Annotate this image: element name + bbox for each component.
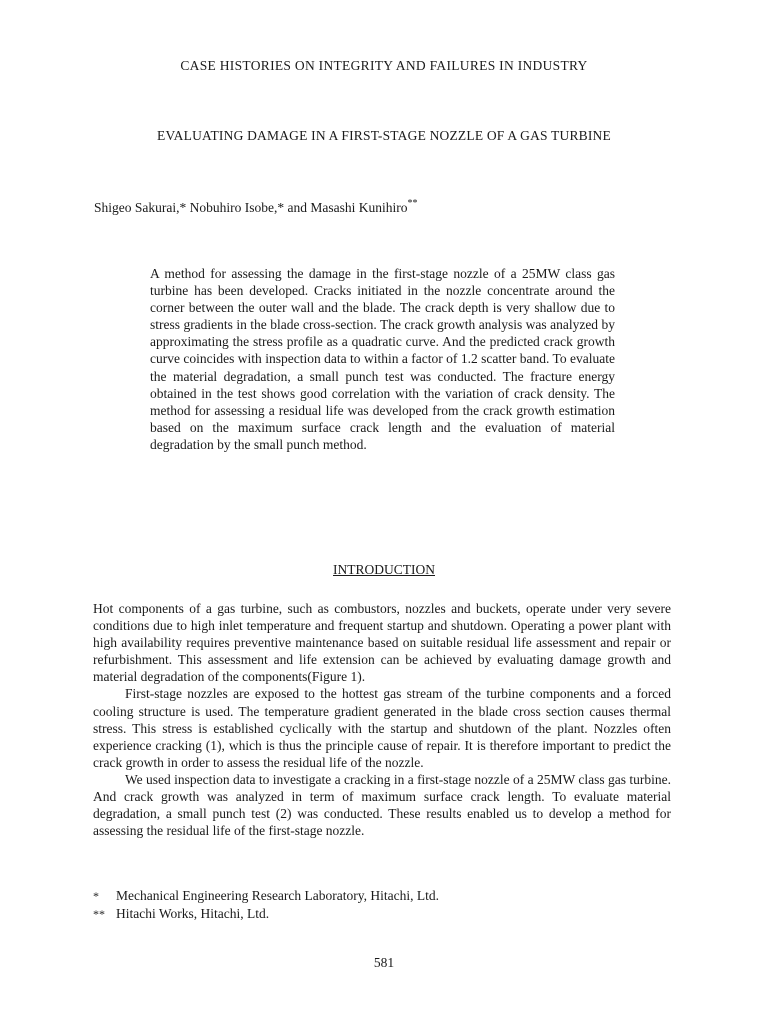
- author-line: [94, 198, 417, 216]
- footnote-2: [93, 905, 671, 923]
- paper-title: EVALUATING DAMAGE IN A FIRST-STAGE NOZZLE OF A GAS TURBINE: [157, 128, 611, 143]
- footnote-mark: *: [93, 889, 99, 903]
- author-affiliation-mark: **: [407, 198, 418, 209]
- introduction-body: [93, 600, 671, 839]
- introduction-heading: INTRODUCTION: [333, 562, 435, 577]
- footnote-mark: **: [93, 907, 105, 921]
- series-title: CASE HISTORIES ON INTEGRITY AND FAILURES IN INDUSTRY: [180, 58, 588, 73]
- intro-paragraph-2: First-stage nozzles are exposed to the hottest gas stream of the turbine components and a forced cooling structure is used. The temperature gradient generated in the blade cross section causes thermal stress. This stress is established cyclically with the startup and shutdown of the plant. Nozzles often experience cracking (1), which is thus the principle cause of repair. It is therefore important to predict the crack growth in order to assess the residual life of the nozzle.: [93, 686, 671, 770]
- page-number: 581: [373, 955, 395, 970]
- abstract: A method for assessing the damage in the first-stage nozzle of a 25MW class gas turbine has been developed. Cracks initiated in the nozzle concentrate around the corner between the outer wall and the blade. The crack depth is very shallow due to stress gradients in the blade cross-section. The crack growth analysis was analyzed by approximating the stress profile as a quadratic curve. And the predicted crack growth curve coincides with inspection data to within a factor of 1.2 scatter band. To evaluate the material degradation, a small punch test was conducted. The fracture energy obtained in the test shows good correlation with the variation of crack density. The method for assessing a residual life was developed from the crack growth estimation based on the maximum surface crack length and the evaluation of material degradation by the small punch method.: [150, 266, 615, 452]
- footnote-text: Hitachi Works, Hitachi, Ltd.: [116, 906, 270, 921]
- intro-paragraph-3: We used inspection data to investigate a cracking in a first-stage nozzle of a 25MW class gas turbine. And crack growth was analyzed in term of maximum surface crack length. To evaluate material degradation, a small punch test (2) was conducted. These results enabled us to develop a method for assessing the residual life of the first-stage nozzle.: [93, 771, 671, 839]
- footnote-text: Mechanical Engineering Research Laboratory, Hitachi, Ltd.: [116, 888, 439, 903]
- intro-paragraph-1: Hot components of a gas turbine, such as combustors, nozzles and buckets, operate under very severe conditions due to high inlet temperature and frequent startup and shutdown. Operating a power plant with high availability requires preventive maintenance based on suitable residual life assessment and repair or refurbishment. This assessment and life extension can be achieved by evaluating damage growth and material degradation of the components(Figure 1).: [93, 601, 671, 685]
- footnotes: [93, 887, 671, 923]
- footnote-1: [93, 887, 671, 905]
- author-names: Shigeo Sakurai,* Nobuhiro Isobe,* and Masashi Kunihiro: [94, 200, 408, 215]
